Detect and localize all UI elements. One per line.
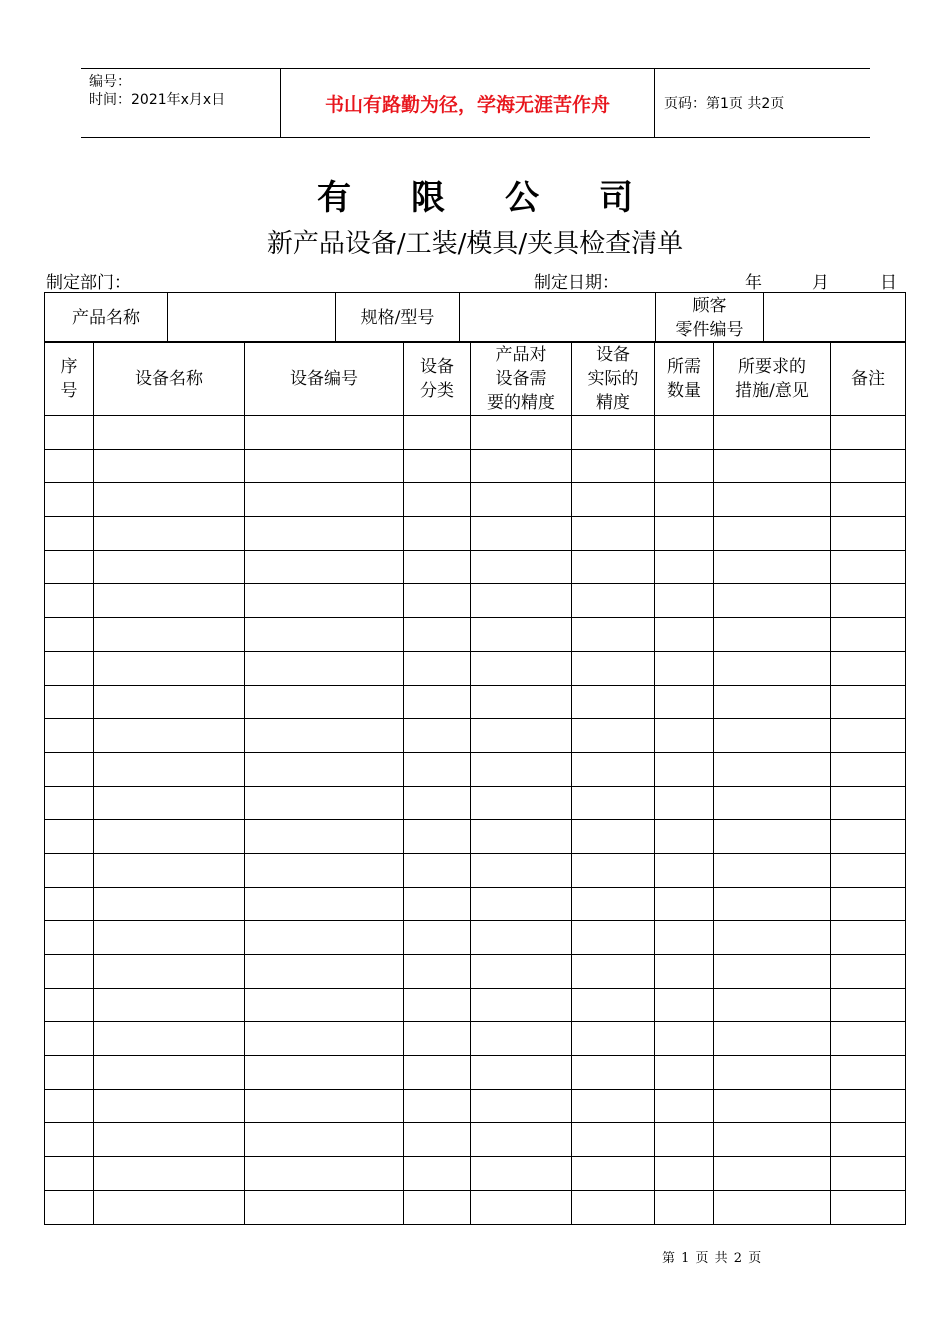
table-cell[interactable] xyxy=(245,449,404,483)
table-cell[interactable] xyxy=(572,1190,655,1224)
table-cell[interactable] xyxy=(831,786,906,820)
table-cell[interactable] xyxy=(245,1123,404,1157)
table-cell[interactable] xyxy=(45,1089,94,1123)
table-cell[interactable] xyxy=(655,618,714,652)
table-cell[interactable] xyxy=(471,651,572,685)
table-cell[interactable] xyxy=(404,685,471,719)
table-cell[interactable] xyxy=(831,449,906,483)
table-cell[interactable] xyxy=(404,786,471,820)
table-cell[interactable] xyxy=(831,550,906,584)
table-cell[interactable] xyxy=(714,1089,831,1123)
motto: 书山有路勤为径，学海无涯苦作舟 xyxy=(281,69,655,137)
table-cell[interactable] xyxy=(655,1089,714,1123)
table-cell[interactable] xyxy=(572,820,655,854)
table-cell[interactable] xyxy=(94,584,245,618)
table-row xyxy=(45,651,906,685)
table-row xyxy=(45,853,906,887)
table-cell[interactable] xyxy=(572,1056,655,1090)
table-cell[interactable] xyxy=(655,820,714,854)
table-cell[interactable] xyxy=(45,618,94,652)
customer-part-value[interactable] xyxy=(764,293,906,343)
table-cell[interactable] xyxy=(471,719,572,753)
table-cell[interactable] xyxy=(471,584,572,618)
table-cell[interactable] xyxy=(94,416,245,450)
table-cell[interactable] xyxy=(572,1157,655,1191)
day-label: 日 xyxy=(880,273,897,293)
table-cell[interactable] xyxy=(94,820,245,854)
table-cell[interactable] xyxy=(404,921,471,955)
table-row xyxy=(45,921,906,955)
table-cell[interactable] xyxy=(45,921,94,955)
table-cell[interactable] xyxy=(655,584,714,618)
table-cell[interactable] xyxy=(714,786,831,820)
table-cell[interactable] xyxy=(245,584,404,618)
table-cell[interactable] xyxy=(655,786,714,820)
table-row xyxy=(45,988,906,1022)
table-cell[interactable] xyxy=(471,853,572,887)
table-cell[interactable] xyxy=(471,1089,572,1123)
table-cell[interactable] xyxy=(572,416,655,450)
table-row xyxy=(45,1022,906,1056)
table-cell[interactable] xyxy=(245,955,404,989)
table-cell[interactable] xyxy=(471,955,572,989)
table-header-row xyxy=(45,342,906,416)
table-cell[interactable] xyxy=(572,517,655,551)
table-cell[interactable] xyxy=(714,853,831,887)
table-cell[interactable] xyxy=(572,921,655,955)
table-cell[interactable] xyxy=(831,483,906,517)
table-cell[interactable] xyxy=(831,1022,906,1056)
header-box xyxy=(81,68,870,138)
table-cell[interactable] xyxy=(404,887,471,921)
table-cell[interactable] xyxy=(471,1056,572,1090)
spec-label: 规格/型号 xyxy=(336,293,460,343)
table-cell[interactable] xyxy=(245,752,404,786)
table-cell[interactable] xyxy=(655,1056,714,1090)
table-cell[interactable] xyxy=(572,786,655,820)
table-cell[interactable] xyxy=(245,820,404,854)
table-cell[interactable] xyxy=(94,1089,245,1123)
table-cell[interactable] xyxy=(714,550,831,584)
column-header: 所要求的 措施/意见 xyxy=(714,342,831,416)
table-cell[interactable] xyxy=(831,1056,906,1090)
table-cell[interactable] xyxy=(45,786,94,820)
table-cell[interactable] xyxy=(45,1056,94,1090)
table-cell[interactable] xyxy=(45,955,94,989)
table-cell[interactable] xyxy=(831,752,906,786)
table-cell[interactable] xyxy=(655,651,714,685)
table-cell[interactable] xyxy=(471,685,572,719)
table-cell[interactable] xyxy=(655,416,714,450)
table-cell[interactable] xyxy=(714,416,831,450)
table-cell[interactable] xyxy=(655,988,714,1022)
table-cell[interactable] xyxy=(572,719,655,753)
table-cell[interactable] xyxy=(655,483,714,517)
table-cell[interactable] xyxy=(831,988,906,1022)
table-row xyxy=(45,820,906,854)
table-cell[interactable] xyxy=(655,1190,714,1224)
table-cell[interactable] xyxy=(94,1022,245,1056)
table-row xyxy=(45,786,906,820)
table-cell[interactable] xyxy=(45,517,94,551)
table-cell[interactable] xyxy=(655,685,714,719)
table-cell[interactable] xyxy=(45,820,94,854)
date-label: 制定日期： xyxy=(534,273,619,293)
table-cell[interactable] xyxy=(655,921,714,955)
table-cell[interactable] xyxy=(245,550,404,584)
table-cell[interactable] xyxy=(655,853,714,887)
table-cell[interactable] xyxy=(404,820,471,854)
table-cell[interactable] xyxy=(572,618,655,652)
table-row xyxy=(45,584,906,618)
column-header: 所需 数量 xyxy=(655,342,714,416)
table-row xyxy=(45,887,906,921)
table-cell[interactable] xyxy=(245,1022,404,1056)
table-cell[interactable] xyxy=(45,584,94,618)
table-cell[interactable] xyxy=(471,483,572,517)
table-cell[interactable] xyxy=(714,618,831,652)
table-cell[interactable] xyxy=(714,921,831,955)
table-cell[interactable] xyxy=(831,1123,906,1157)
table-cell[interactable] xyxy=(94,483,245,517)
table-cell[interactable] xyxy=(45,752,94,786)
table-cell[interactable] xyxy=(831,1089,906,1123)
table-cell[interactable] xyxy=(245,853,404,887)
table-cell[interactable] xyxy=(655,752,714,786)
table-row xyxy=(45,1123,906,1157)
table-cell[interactable] xyxy=(831,853,906,887)
table-cell[interactable] xyxy=(245,1190,404,1224)
table-cell[interactable] xyxy=(404,1089,471,1123)
table-cell[interactable] xyxy=(471,1022,572,1056)
table-cell[interactable] xyxy=(471,786,572,820)
table-cell[interactable] xyxy=(94,685,245,719)
form-subtitle: 新产品设备/工装/模具/夹具检查清单 xyxy=(266,229,684,259)
table-cell[interactable] xyxy=(655,517,714,551)
table-cell[interactable] xyxy=(404,1123,471,1157)
page-footer: 第 1 页 共 2 页 xyxy=(662,1251,763,1266)
table-cell[interactable] xyxy=(45,483,94,517)
table-cell[interactable] xyxy=(471,618,572,652)
table-cell[interactable] xyxy=(714,1056,831,1090)
table-cell[interactable] xyxy=(404,1190,471,1224)
table-cell[interactable] xyxy=(45,1123,94,1157)
table-cell[interactable] xyxy=(245,618,404,652)
company-title: 有限公司 xyxy=(317,178,693,218)
table-cell[interactable] xyxy=(45,887,94,921)
table-cell[interactable] xyxy=(714,955,831,989)
table-row xyxy=(45,550,906,584)
table-row xyxy=(45,1157,906,1191)
table-cell[interactable] xyxy=(94,651,245,685)
table-cell[interactable] xyxy=(245,416,404,450)
table-cell[interactable] xyxy=(404,517,471,551)
table-cell[interactable] xyxy=(471,517,572,551)
table-cell[interactable] xyxy=(714,517,831,551)
table-cell[interactable] xyxy=(831,651,906,685)
table-cell[interactable] xyxy=(714,449,831,483)
table-cell[interactable] xyxy=(831,584,906,618)
table-cell[interactable] xyxy=(45,651,94,685)
table-cell[interactable] xyxy=(471,1190,572,1224)
table-cell[interactable] xyxy=(245,1056,404,1090)
table-cell[interactable] xyxy=(471,550,572,584)
table-cell[interactable] xyxy=(245,887,404,921)
table-cell[interactable] xyxy=(45,449,94,483)
table-cell[interactable] xyxy=(714,1157,831,1191)
table-cell[interactable] xyxy=(94,955,245,989)
year-label: 年 xyxy=(745,273,762,293)
table-cell[interactable] xyxy=(94,1157,245,1191)
table-cell[interactable] xyxy=(572,988,655,1022)
column-header: 备注 xyxy=(831,342,906,416)
table-cell[interactable] xyxy=(404,618,471,652)
table-cell[interactable] xyxy=(404,1056,471,1090)
table-cell[interactable] xyxy=(831,820,906,854)
table-cell[interactable] xyxy=(572,685,655,719)
product-name-label: 产品名称 xyxy=(45,293,168,343)
table-cell[interactable] xyxy=(404,1022,471,1056)
table-cell[interactable] xyxy=(404,853,471,887)
table-cell[interactable] xyxy=(245,517,404,551)
table-cell[interactable] xyxy=(245,786,404,820)
table-cell[interactable] xyxy=(94,887,245,921)
table-cell[interactable] xyxy=(572,1022,655,1056)
table-row xyxy=(45,955,906,989)
header-left xyxy=(81,69,281,137)
table-row xyxy=(45,416,906,450)
table-cell[interactable] xyxy=(94,719,245,753)
equipment-table xyxy=(44,341,906,1225)
table-cell[interactable] xyxy=(655,449,714,483)
table-cell[interactable] xyxy=(471,1157,572,1191)
table-cell[interactable] xyxy=(94,786,245,820)
table-cell[interactable] xyxy=(714,1022,831,1056)
table-cell[interactable] xyxy=(572,955,655,989)
table-cell[interactable] xyxy=(655,955,714,989)
column-header: 设备名称 xyxy=(94,342,245,416)
table-cell[interactable] xyxy=(831,1157,906,1191)
table-cell[interactable] xyxy=(45,1190,94,1224)
table-row xyxy=(45,483,906,517)
table-cell[interactable] xyxy=(471,449,572,483)
table-cell[interactable] xyxy=(245,483,404,517)
table-cell[interactable] xyxy=(471,752,572,786)
table-cell[interactable] xyxy=(655,550,714,584)
column-header: 设备 实际的 精度 xyxy=(572,342,655,416)
table-cell[interactable] xyxy=(404,988,471,1022)
table-cell[interactable] xyxy=(94,988,245,1022)
table-cell[interactable] xyxy=(572,651,655,685)
table-cell[interactable] xyxy=(45,853,94,887)
table-cell[interactable] xyxy=(714,651,831,685)
spec-value[interactable] xyxy=(460,293,656,343)
table-cell[interactable] xyxy=(714,483,831,517)
table-cell[interactable] xyxy=(572,1089,655,1123)
table-cell[interactable] xyxy=(245,1089,404,1123)
table-cell[interactable] xyxy=(572,483,655,517)
table-cell[interactable] xyxy=(572,853,655,887)
table-row xyxy=(45,685,906,719)
table-cell[interactable] xyxy=(714,887,831,921)
table-row xyxy=(45,719,906,753)
table-cell[interactable] xyxy=(94,517,245,551)
table-cell[interactable] xyxy=(45,685,94,719)
table-cell[interactable] xyxy=(572,752,655,786)
table-row xyxy=(45,1190,906,1224)
table-cell[interactable] xyxy=(404,955,471,989)
table-cell[interactable] xyxy=(831,618,906,652)
table-cell[interactable] xyxy=(94,550,245,584)
table-row xyxy=(45,752,906,786)
table-cell[interactable] xyxy=(714,820,831,854)
table-cell[interactable] xyxy=(245,921,404,955)
table-cell[interactable] xyxy=(572,584,655,618)
table-cell[interactable] xyxy=(404,719,471,753)
table-cell[interactable] xyxy=(831,416,906,450)
table-cell[interactable] xyxy=(45,550,94,584)
table-cell[interactable] xyxy=(245,719,404,753)
product-name-value[interactable] xyxy=(168,293,336,343)
table-cell[interactable] xyxy=(94,449,245,483)
table-cell[interactable] xyxy=(471,921,572,955)
table-cell[interactable] xyxy=(45,1157,94,1191)
month-label: 月 xyxy=(812,273,829,293)
table-cell[interactable] xyxy=(45,416,94,450)
table-cell[interactable] xyxy=(572,449,655,483)
table-cell[interactable] xyxy=(831,921,906,955)
table-cell[interactable] xyxy=(714,685,831,719)
table-row xyxy=(45,1056,906,1090)
dept-label: 制定部门： xyxy=(46,273,131,293)
table-cell[interactable] xyxy=(245,651,404,685)
table-row xyxy=(45,449,906,483)
serial-label: 编号： xyxy=(89,74,131,90)
column-header: 设备 分类 xyxy=(404,342,471,416)
table-cell[interactable] xyxy=(714,988,831,1022)
info-table xyxy=(44,292,906,343)
table-cell[interactable] xyxy=(831,955,906,989)
time-label: 时间：2021年x月x日 xyxy=(89,92,226,108)
table-cell[interactable] xyxy=(655,1022,714,1056)
column-header: 序 号 xyxy=(45,342,94,416)
table-cell[interactable] xyxy=(45,1022,94,1056)
table-cell[interactable] xyxy=(471,416,572,450)
table-cell[interactable] xyxy=(471,1123,572,1157)
table-cell[interactable] xyxy=(45,719,94,753)
table-cell[interactable] xyxy=(94,1190,245,1224)
table-cell[interactable] xyxy=(714,1123,831,1157)
table-cell[interactable] xyxy=(404,550,471,584)
table-cell[interactable] xyxy=(94,752,245,786)
table-cell[interactable] xyxy=(94,853,245,887)
table-cell[interactable] xyxy=(404,651,471,685)
table-cell[interactable] xyxy=(404,416,471,450)
page-code: 页码：第1页 共2页 xyxy=(664,96,785,112)
table-cell[interactable] xyxy=(471,988,572,1022)
table-cell[interactable] xyxy=(94,1123,245,1157)
table-row xyxy=(45,517,906,551)
table-row xyxy=(45,1089,906,1123)
table-cell[interactable] xyxy=(655,1157,714,1191)
table-cell[interactable] xyxy=(45,988,94,1022)
table-cell[interactable] xyxy=(404,752,471,786)
table-cell[interactable] xyxy=(831,887,906,921)
table-cell[interactable] xyxy=(245,988,404,1022)
customer-part-label: 顾客 零件编号 xyxy=(656,293,764,343)
table-cell[interactable] xyxy=(572,550,655,584)
table-cell[interactable] xyxy=(245,685,404,719)
table-cell[interactable] xyxy=(572,887,655,921)
table-cell[interactable] xyxy=(94,1056,245,1090)
table-cell[interactable] xyxy=(714,1190,831,1224)
table-cell[interactable] xyxy=(655,887,714,921)
table-cell[interactable] xyxy=(714,752,831,786)
table-cell[interactable] xyxy=(94,921,245,955)
table-cell[interactable] xyxy=(471,887,572,921)
table-cell[interactable] xyxy=(831,517,906,551)
table-cell[interactable] xyxy=(404,449,471,483)
table-cell[interactable] xyxy=(404,584,471,618)
table-cell[interactable] xyxy=(714,719,831,753)
column-header: 产品对 设备需 要的精度 xyxy=(471,342,572,416)
table-cell[interactable] xyxy=(655,719,714,753)
table-cell[interactable] xyxy=(655,1123,714,1157)
table-cell[interactable] xyxy=(471,820,572,854)
table-cell[interactable] xyxy=(714,584,831,618)
table-cell[interactable] xyxy=(404,483,471,517)
table-cell[interactable] xyxy=(572,1123,655,1157)
column-header: 设备编号 xyxy=(245,342,404,416)
table-cell[interactable] xyxy=(831,685,906,719)
table-cell[interactable] xyxy=(831,1190,906,1224)
table-cell[interactable] xyxy=(831,719,906,753)
table-cell[interactable] xyxy=(245,1157,404,1191)
table-cell[interactable] xyxy=(94,618,245,652)
table-cell[interactable] xyxy=(404,1157,471,1191)
table-row xyxy=(45,618,906,652)
